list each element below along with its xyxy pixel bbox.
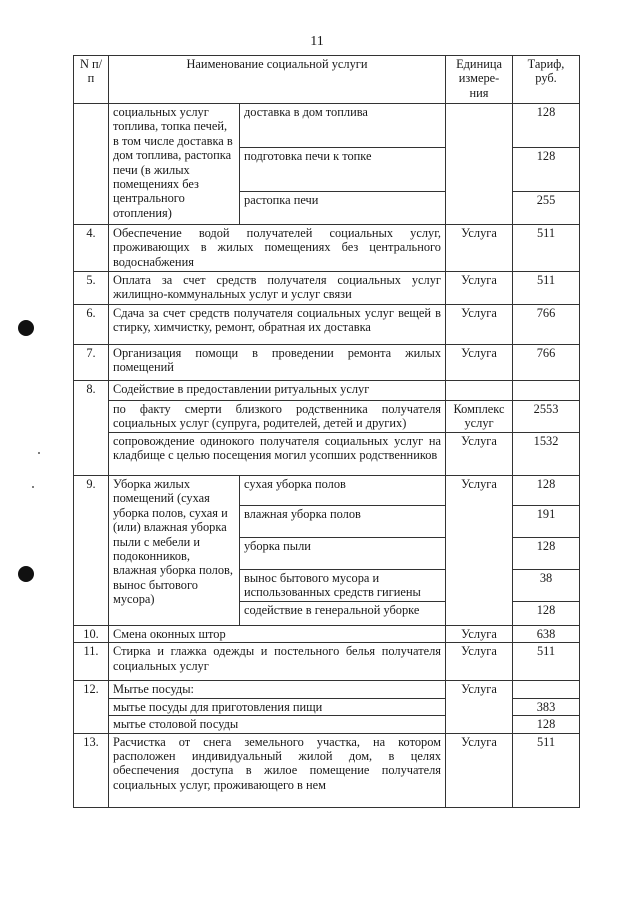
row9-sub-tariff: 191 (513, 506, 580, 538)
row9-sub-name: уборка пыли (240, 538, 446, 570)
row8-sub-unit: Комплекс услуг (446, 401, 513, 433)
row-tariff: 766 (513, 345, 580, 381)
row-name: Организация помощи в проведении ремонта жилых помещений (109, 345, 446, 381)
table-row (74, 305, 580, 345)
row-tariff (513, 681, 580, 698)
row-name: Сдача за счет средств получателя социальных услуг вещей в стирку, химчистку, ремонт, обратная их доставка (109, 305, 446, 345)
row-tariff: 511 (513, 272, 580, 305)
table-row (74, 733, 580, 807)
row9-sub-name: содействие в генеральной уборке (240, 602, 446, 626)
row-num: 7. (74, 345, 109, 381)
row-unit (446, 381, 513, 401)
table-row (74, 643, 580, 681)
row-num: 8. (74, 381, 109, 476)
row8-sub-tariff: 2553 (513, 401, 580, 433)
scan-speck (38, 452, 40, 454)
row8-sub-name: по факту смерти близкого родственника получателя социальных услуг (супруга, родителей, детей и других) (109, 401, 446, 433)
row-unit: Услуга (446, 345, 513, 381)
row3-sub-name: доставка в дом топлива (240, 104, 446, 148)
row12-sub-name: мытье посуды для приготовления пищи (109, 698, 446, 715)
table-row (74, 225, 580, 272)
row8-sub-name: сопровождение одинокого получателя социальных услуг на кладбище с целью посещения могил усопших родственников (109, 433, 446, 476)
table-row (74, 433, 580, 476)
scan-speck (32, 486, 34, 488)
punch-hole-top (18, 320, 34, 336)
row-num: 13. (74, 733, 109, 807)
row-unit: Услуга (446, 476, 513, 626)
row9-sub-tariff: 38 (513, 570, 580, 602)
punch-hole-bottom (18, 566, 34, 582)
row3-sub-name: растопка печи (240, 192, 446, 225)
row-num: 6. (74, 305, 109, 345)
table-row (74, 476, 580, 506)
row-num (74, 104, 109, 225)
row-num: 5. (74, 272, 109, 305)
table-row (74, 104, 580, 148)
header-tariff: Тариф, руб. (513, 56, 580, 104)
row-tariff: 511 (513, 225, 580, 272)
row-unit: Услуга (446, 272, 513, 305)
row-unit: Услуга (446, 305, 513, 345)
row12-sub-tariff: 383 (513, 698, 580, 715)
row-name: Расчистка от снега земельного участка, на котором расположен индивидуальный жилой дом, в целях обеспечения доступа в жилое помещение получателя социальных услуг, проживающего в нем (109, 733, 446, 807)
row9-sub-name: влажная уборка полов (240, 506, 446, 538)
row-num: 12. (74, 681, 109, 733)
row-tariff (513, 381, 580, 401)
row8-sub-unit: Услуга (446, 433, 513, 476)
row3-sub-name: подготовка печи к топке (240, 148, 446, 192)
row-name: Смена оконных штор (109, 626, 446, 643)
row-num: 4. (74, 225, 109, 272)
row-unit (446, 104, 513, 225)
row-unit: Услуга (446, 626, 513, 643)
row3-group-label: социальных услуг топлива, топка печей, в том числе доставка в дом топлива, растопка печи (в жилых помещениях без центрального отопления) (109, 104, 240, 225)
row-num: 11. (74, 643, 109, 681)
row-unit: Услуга (446, 225, 513, 272)
table-header-row (74, 56, 580, 104)
header-name: Наименование социальной услуги (109, 56, 446, 104)
row-unit: Услуга (446, 681, 513, 733)
header-num: N п/п (74, 56, 109, 104)
header-unit: Единица измере-ния (446, 56, 513, 104)
row8-sub-tariff: 1532 (513, 433, 580, 476)
row-name: Оплата за счет средств получателя социальных услуг жилищно-коммунальных услуг и услуг связи (109, 272, 446, 305)
row9-sub-name: вынос бытового мусора и использованных средств гигиены (240, 570, 446, 602)
table-row (74, 681, 580, 698)
row-name: Стирка и глажка одежды и постельного белья получателя социальных услуг (109, 643, 446, 681)
row-name: Мытье посуды: (109, 681, 446, 698)
row-tariff: 638 (513, 626, 580, 643)
row-name: Обеспечение водой получателей социальных услуг, проживающих в жилых помещениях без центрального водоснабжения (109, 225, 446, 272)
row9-sub-tariff: 128 (513, 602, 580, 626)
table-row (74, 381, 580, 401)
row3-sub-tariff: 128 (513, 104, 580, 148)
row-unit: Услуга (446, 643, 513, 681)
row9-sub-name: сухая уборка полов (240, 476, 446, 506)
row9-sub-tariff: 128 (513, 476, 580, 506)
row-tariff: 511 (513, 643, 580, 681)
row-name: Содействие в предоставлении ритуальных услуг (109, 381, 446, 401)
row-num: 9. (74, 476, 109, 626)
row-tariff: 511 (513, 733, 580, 807)
row-unit: Услуга (446, 733, 513, 807)
row-tariff: 766 (513, 305, 580, 345)
table-row (74, 401, 580, 433)
row3-sub-tariff: 128 (513, 148, 580, 192)
row3-sub-tariff: 255 (513, 192, 580, 225)
row12-sub-tariff: 128 (513, 716, 580, 733)
table-row (74, 626, 580, 643)
row9-group-label: Уборка жилых помещений (сухая уборка полов, сухая и (или) влажная уборка пыли с мебели и подоконников, влажная уборка полов, вынос бытового мусора) (109, 476, 240, 626)
row9-sub-tariff: 128 (513, 538, 580, 570)
table-row (74, 272, 580, 305)
row-num: 10. (74, 626, 109, 643)
page-number: 11 (310, 34, 324, 49)
row12-sub-name: мытье столовой посуды (109, 716, 446, 733)
table-row (74, 345, 580, 381)
services-tariff-table (73, 55, 580, 808)
